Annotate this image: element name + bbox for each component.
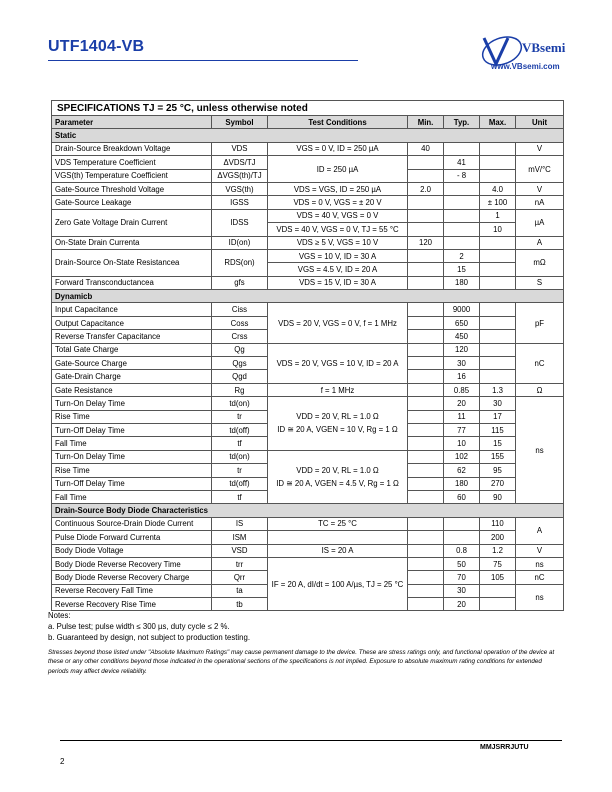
table-row: Reverse Recovery Fall Time ta 30 ns xyxy=(52,584,564,597)
table-row: Continuous Source-Drain Diode Current IS TC = 25 °C 110 A xyxy=(52,517,564,530)
col-symbol: Symbol xyxy=(212,116,268,129)
table-row: VDS Temperature Coefficient ΔVDS/TJ ID = 250 µA 41 mV/°C xyxy=(52,156,564,169)
notes xyxy=(48,610,250,643)
table-row: Drain-Source Breakdown Voltage VDS VGS = 0 V, ID = 250 µA 40 V xyxy=(52,142,564,155)
stress-disclaimer: Stresses beyond those listed under "Absolute Maximum Ratings" may cause permanent damage to the device. These are stress ratings only, and functional operation of the device at these or any other conditions beyond those indicated in the operational sections of the specifications is not implied. Exposure to absolute maximum rating conditions for extended periods may affect device reliability. xyxy=(48,649,555,675)
part-number-title: UTF1404-VB xyxy=(48,38,145,55)
table-row: VDS = 40 V, VGS = 0 V, TJ = 55 °C 10 xyxy=(52,223,564,236)
col-unit: Unit xyxy=(516,116,564,129)
section-diode: Drain-Source Body Diode Characteristics xyxy=(52,504,564,517)
table-row: VGS = 4.5 V, ID = 20 A 15 xyxy=(52,263,564,276)
col-parameter: Parameter xyxy=(52,116,212,129)
table-row: Drain-Source On-State Resistancea RDS(on) VGS = 10 V, ID = 30 A 2 mΩ xyxy=(52,249,564,262)
table-row: Turn-Off Delay Time td(off) 180 270 xyxy=(52,477,564,490)
table-row: Gate-Source Charge Qgs 30 xyxy=(52,357,564,370)
table-row: Fall Time tf 10 15 xyxy=(52,437,564,450)
table-row: Forward Transconductancea gfs VDS = 15 V, ID = 30 A 180 S xyxy=(52,276,564,289)
table-caption: SPECIFICATIONS TJ = 25 °C, unless otherwise noted xyxy=(52,101,564,116)
table-row: Body Diode Voltage VSD IS = 20 A 0.8 1.2 V xyxy=(52,544,564,557)
note-a: a. Pulse test; pulse width ≤ 300 µs, duty cycle ≤ 2 %. xyxy=(48,622,230,631)
section-dynamic: Dynamicb xyxy=(52,290,564,303)
table-row: Turn-On Delay Time td(on) VDD = 20 V, RL = 1.0 Ω ID ≅ 20 A, VGEN = 10 V, Rg = 1 Ω 20 30 ns xyxy=(52,397,564,410)
col-max: Max. xyxy=(480,116,516,129)
col-typ: Typ. xyxy=(444,116,480,129)
brand-url[interactable]: www.VBsemi.com xyxy=(491,62,560,71)
table-row: Gate Resistance Rg f = 1 MHz 0.85 1.3 Ω xyxy=(52,383,564,396)
table-row: Input Capacitance Ciss VDS = 20 V, VGS = 0 V, f = 1 MHz 9000 pF xyxy=(52,303,564,316)
table-row: Output Capacitance Coss 650 xyxy=(52,316,564,329)
col-test-conditions: Test Conditions xyxy=(268,116,408,129)
page-number: 2 xyxy=(60,757,65,766)
table-row: Reverse Transfer Capacitance Crss 450 xyxy=(52,330,564,343)
table-row: Gate-Drain Charge Qgd 16 xyxy=(52,370,564,383)
notes-heading: Notes: xyxy=(48,611,71,620)
table-row: Turn-On Delay Time td(on) VDD = 20 V, RL = 1.0 Ω ID ≅ 20 A, VGEN = 4.5 V, Rg = 1 Ω 102 155 xyxy=(52,450,564,463)
table-row: Gate-Source Threshold Voltage VGS(th) VDS = VGS, ID = 250 µA 2.0 4.0 V xyxy=(52,182,564,195)
table-row: Turn-Off Delay Time td(off) 77 115 xyxy=(52,423,564,436)
section-static: Static xyxy=(52,129,564,142)
specifications-table xyxy=(51,100,564,611)
table-row: Fall Time tf 60 90 xyxy=(52,490,564,503)
col-min: Min. xyxy=(408,116,444,129)
table-row: VGS(th) Temperature Coefficient ΔVGS(th)/TJ - 8 xyxy=(52,169,564,182)
table-row: Rise Time tr 11 17 xyxy=(52,410,564,423)
table-row: Total Gate Charge Qg VDS = 20 V, VGS = 10 V, ID = 20 A 120 nC xyxy=(52,343,564,356)
table-row: Body Diode Reverse Recovery Charge Qrr 70 105 nC xyxy=(52,571,564,584)
table-row: Rise Time tr 62 95 xyxy=(52,464,564,477)
table-row: Pulse Diode Forward Currenta ISM 200 xyxy=(52,531,564,544)
document-code: MMJSRRJUTU xyxy=(480,744,529,751)
table-row: On-State Drain Currenta ID(on) VDS ≥ 5 V, VGS = 10 V 120 A xyxy=(52,236,564,249)
table-row: Body Diode Reverse Recovery Time trr IF = 20 A, dI/dt = 100 A/µs, TJ = 25 °C 50 75 ns xyxy=(52,557,564,570)
header-rule xyxy=(48,60,358,61)
table-row: Gate-Source Leakage IGSS VDS = 0 V, VGS = ± 20 V ± 100 nA xyxy=(52,196,564,209)
note-b: b. Guaranteed by design, not subject to production testing. xyxy=(48,633,250,642)
table-header-row xyxy=(52,116,564,129)
footer-rule xyxy=(60,740,562,741)
table-row: Reverse Recovery Rise Time tb 20 xyxy=(52,598,564,611)
table-row: Zero Gate Voltage Drain Current IDSS VDS = 40 V, VGS = 0 V 1 µA xyxy=(52,209,564,222)
brand-name: VBsemi xyxy=(522,40,566,55)
